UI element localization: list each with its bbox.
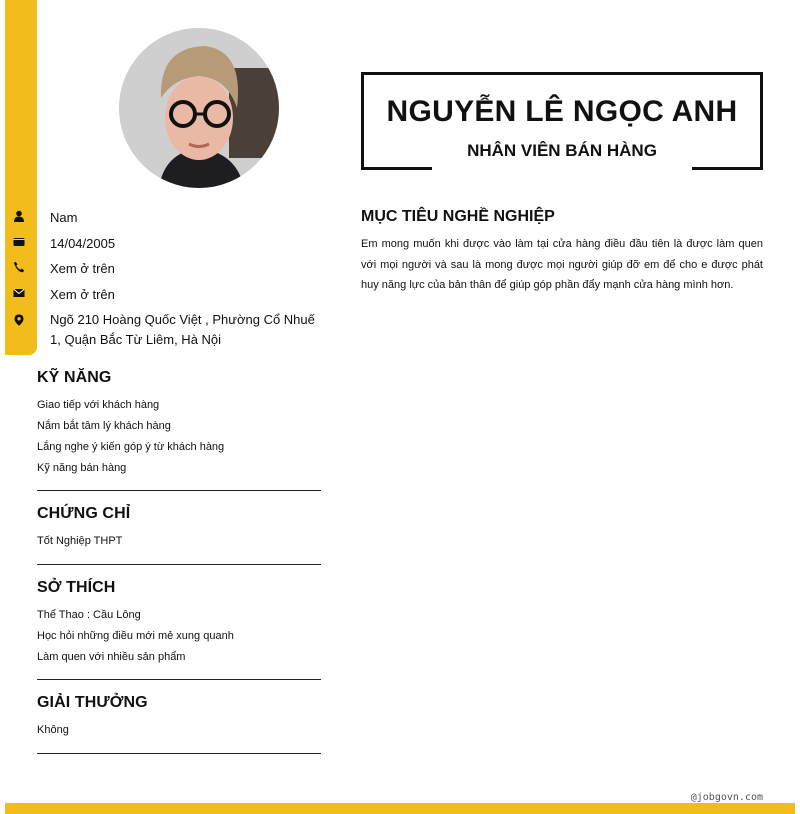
- avatar: [119, 28, 279, 188]
- objective-heading: MỤC TIÊU NGHỀ NGHIỆP: [361, 208, 555, 225]
- section-divider: [37, 679, 321, 680]
- job-title: NHÂN VIÊN BÁN HÀNG: [467, 141, 657, 160]
- watermark: @jobgovn.com: [690, 792, 763, 803]
- hobbies-section: [37, 579, 321, 668]
- contact-phone: [0, 259, 330, 279]
- contact-email: [0, 285, 330, 305]
- list-item: Học hỏi những điều mới mẻ xung quanh: [37, 630, 234, 642]
- frame-gap: [432, 167, 692, 170]
- list-item: Thể Thao : Cầu Lông: [37, 609, 141, 621]
- awards-section: [37, 694, 321, 741]
- list-item: Nắm bắt tâm lý khách hàng: [37, 420, 171, 432]
- hobbies-heading: SỞ THÍCH: [37, 579, 116, 596]
- contact-gender: [0, 208, 330, 228]
- list-item: Không: [37, 724, 69, 736]
- section-divider: [37, 564, 321, 565]
- skills-heading: KỸ NĂNG: [37, 369, 112, 386]
- name-header-box: [361, 72, 763, 170]
- list-item: Tốt Nghiệp THPT: [37, 535, 123, 547]
- address-value: Ngõ 210 Hoàng Quốc Việt , Phường Cổ Nhuế 1, Quận Bắc Từ Liêm, Hà Nội: [50, 312, 315, 347]
- section-divider: [37, 490, 321, 491]
- objective-section: [361, 208, 763, 296]
- person-icon: [13, 210, 25, 222]
- accent-footer-bar: [5, 803, 795, 814]
- birthday-value: 14/04/2005: [50, 236, 116, 251]
- phone-icon: [13, 261, 25, 273]
- contact-birthday: [0, 234, 330, 254]
- list-item: Lắng nghe ý kiến góp ý từ khách hàng: [37, 441, 225, 453]
- email-value: Xem ở trên: [50, 287, 115, 302]
- email-icon: [13, 287, 25, 299]
- location-icon: [13, 314, 25, 326]
- list-item: Kỹ năng bán hàng: [37, 462, 127, 474]
- certificates-heading: CHỨNG CHỈ: [37, 505, 131, 522]
- gender-value: Nam: [50, 210, 78, 225]
- calendar-icon: [13, 236, 25, 248]
- skills-section: [37, 369, 321, 479]
- list-item: Làm quen với nhiều sản phẩm: [37, 651, 186, 663]
- objective-text: Em mong muốn khi được vào làm tại cửa hàng điều đầu tiên là được làm quen với mọi người và sau là mong được mọi người giúp đỡ em để cho e được phát huy năng lực của bản thân để giúp góp phần đẩy mạnh cửa hàng mình hơn.: [361, 238, 763, 291]
- certificates-section: [37, 505, 321, 552]
- phone-value: Xem ở trên: [50, 261, 115, 276]
- contact-address: [0, 310, 330, 350]
- full-name: NGUYỄN LÊ NGỌC ANH: [386, 95, 738, 128]
- list-item: Giao tiếp với khách hàng: [37, 399, 160, 411]
- awards-heading: GIẢI THƯỞNG: [37, 694, 148, 711]
- section-divider: [37, 753, 321, 754]
